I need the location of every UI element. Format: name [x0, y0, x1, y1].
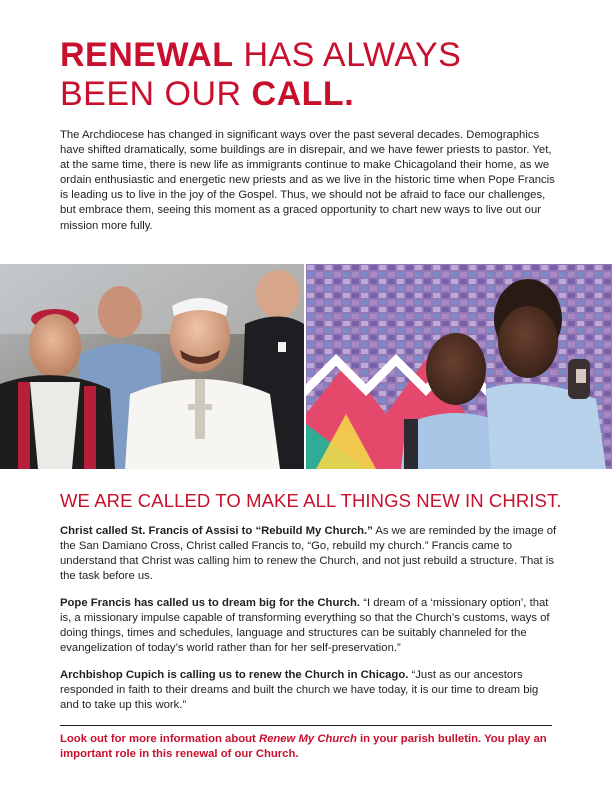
- title-word-renewal: RENEWAL: [60, 36, 234, 74]
- clergy-photo: [0, 264, 304, 469]
- paragraph-pope-francis: [60, 596, 558, 656]
- title-line-1: [60, 36, 560, 75]
- divider: [60, 725, 552, 726]
- paragraph-body: As we are reminded by the image of the San Damiano Cross, Christ called Francis to, “Go, rebuild my church.” Francis came to understand that Christ was calling him to renew the Church, and not just rebuild a structure. That is the task before us.: [60, 525, 557, 583]
- paragraph-lead: Christ called St. Francis of Assisi to “Rebuild My Church.”: [60, 525, 373, 537]
- paragraph-archbishop-cupich: [60, 668, 558, 713]
- photo-strip: [0, 264, 612, 469]
- closing-callout: [60, 732, 556, 762]
- title-line-2: [60, 75, 560, 114]
- children-photo: [306, 264, 612, 469]
- title-text-has-always: HAS ALWAYS: [233, 36, 462, 74]
- closing-text-start: Look out for more information about: [60, 733, 259, 745]
- closing-italic-name: Renew My Church: [258, 733, 357, 745]
- paragraph-body: “I dream of a ‘missionary option’, that is, a missionary impulse capable of transforming everything so that the Church’s customs, ways of doing things, times and schedules, language and structures can be suitably channeled for the evangelization of today’s world rather than for her self-preservation.”: [60, 597, 550, 655]
- paragraph-body: “Just as our ancestors responded in faith to their dreams and built the church we have today, it is our time to dream big and to take up this work.”: [60, 669, 539, 712]
- closing-text-end: in your parish bulletin. You play an important role in this renewal of our Church.: [60, 733, 547, 761]
- title-text-been-our: BEEN OUR: [60, 75, 252, 113]
- section-subhead: WE ARE CALLED TO MAKE ALL THINGS NEW IN CHRIST.: [60, 490, 562, 511]
- paragraph-lead: Archbishop Cupich is calling us to renew the Church in Chicago.: [60, 669, 409, 681]
- intro-paragraph: The Archdiocese has changed in significant ways over the past several decades. Demographics have shifted dramatically, some buildings are in disrepair, and we have fewer priests to pastor. Yet, at the same time, there is new life as immigrants continue to make Chicagoland their home, as we ordain enthusiastic and energetic new priests and as we live in the historic time when Pope Francis is leading us to live in the joy of the Gospel. Thus, we should not be afraid to face our challenges, but embrace them, seeing this moment as a graced opportunity to chart new ways to live out our mission more fully.: [60, 129, 555, 232]
- title-word-call: CALL.: [251, 75, 355, 113]
- page-title: [60, 36, 560, 114]
- children-photo-image: [306, 264, 612, 469]
- clergy-photo-image: [0, 264, 304, 469]
- paragraph-lead: Pope Francis has called us to dream big for the Church.: [60, 597, 361, 609]
- paragraph-st-francis: [60, 524, 558, 584]
